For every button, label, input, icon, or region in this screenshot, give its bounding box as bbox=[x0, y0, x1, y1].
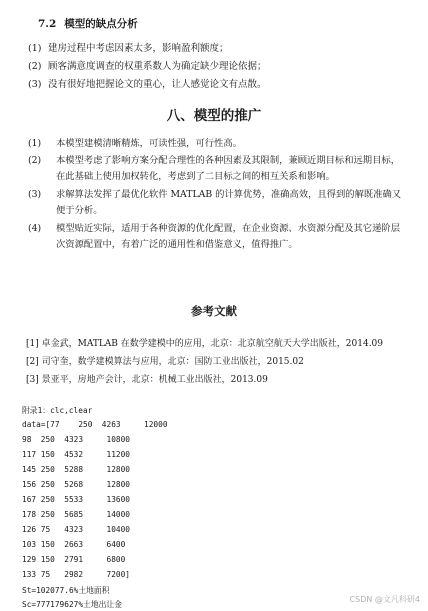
item-text: 本模型建模清晰精炼，可读性强，可行性高。 bbox=[56, 138, 242, 149]
item-number: (1) bbox=[28, 138, 42, 149]
code-line: Sc=777179627%土地出让金 bbox=[22, 600, 123, 609]
weakness-item-3 bbox=[28, 76, 267, 90]
item-number: (3) bbox=[28, 79, 42, 90]
code-line: 156 250 5268 12800 bbox=[22, 480, 130, 489]
item-text: 顾客满意度调查的权重系数人为确定缺少理论依据； bbox=[48, 61, 267, 72]
item-number: (2) bbox=[28, 155, 42, 166]
code-line: St=102077.6%土地面积 bbox=[22, 586, 110, 595]
item-text: 没有很好地把握论文的重心，让人感觉论文有点散。 bbox=[48, 79, 267, 90]
item-number: (4) bbox=[28, 223, 42, 234]
section-title: 模型的缺点分析 bbox=[64, 18, 138, 30]
promotion-item-1 bbox=[28, 136, 408, 152]
item-number: (1) bbox=[28, 43, 42, 54]
code-line: 126 75 4323 10400 bbox=[22, 525, 130, 534]
code-line: 178 250 5685 14000 bbox=[22, 510, 130, 519]
section-7-2-heading bbox=[38, 16, 138, 31]
references-heading: 参考文献 bbox=[191, 304, 237, 318]
item-number: (2) bbox=[28, 61, 42, 72]
code-line: 103 150 2663 6400 bbox=[22, 540, 126, 549]
code-line: 167 250 5533 13600 bbox=[22, 495, 130, 504]
code-line: 133 75 2982 7200] bbox=[22, 570, 130, 579]
item-text: 本模型考虑了影响方案分配合理性的各种因素及其限制，兼顾近期目标和远期目标，在此基础上使用加权转化，考虑到了二目标之间的相互关系和影响。 bbox=[56, 155, 400, 182]
code-line: 117 150 4532 11200 bbox=[22, 450, 130, 459]
promotion-item-2 bbox=[28, 153, 408, 185]
section-8-heading: 八、模型的推广 bbox=[166, 108, 262, 124]
code-line: 145 250 5288 12800 bbox=[22, 465, 130, 474]
item-text: 求解算法发挥了最优化软件 MATLAB 的计算优势，准确高效，且得到的解既准确又便于分析。 bbox=[56, 189, 402, 216]
section-number: 7.2 bbox=[38, 18, 57, 30]
item-text: 建房过程中考虑因素太多，影响盈利额度； bbox=[48, 43, 229, 54]
code-line: 129 150 2791 6800 bbox=[22, 555, 126, 564]
item-number: (3) bbox=[28, 189, 42, 200]
promotion-item-3 bbox=[28, 187, 408, 219]
reference-item-2: [2] 司守奎，数学建模算法与应用，北京：国防工业出版社，2015.02 bbox=[26, 357, 304, 367]
watermark: CSDN @文凡科研4 bbox=[349, 595, 420, 604]
item-text: 模型贴近实际，适用于各种资源的优化配置，在企业资源、水资源分配及其它递阶层次资源配置中，有着广泛的通用性和借鉴意义，值得推广。 bbox=[56, 223, 400, 250]
promotion-item-4 bbox=[28, 221, 408, 253]
weakness-item-1 bbox=[28, 40, 229, 54]
code-line: 98 250 4323 10800 bbox=[22, 435, 130, 444]
reference-item-3: [3] 景亚平，房地产会计，北京：机械工业出版社，2013.09 bbox=[26, 375, 268, 385]
reference-item-1: [1] 卓金武，MATLAB 在数学建模中的应用，北京：北京航空航天大学出版社，2014.09 bbox=[26, 339, 384, 349]
code-line: data=[77 250 4263 12000 bbox=[22, 420, 168, 429]
code-line: 附录1：clc,clear bbox=[22, 406, 93, 415]
weakness-item-2 bbox=[28, 58, 267, 72]
